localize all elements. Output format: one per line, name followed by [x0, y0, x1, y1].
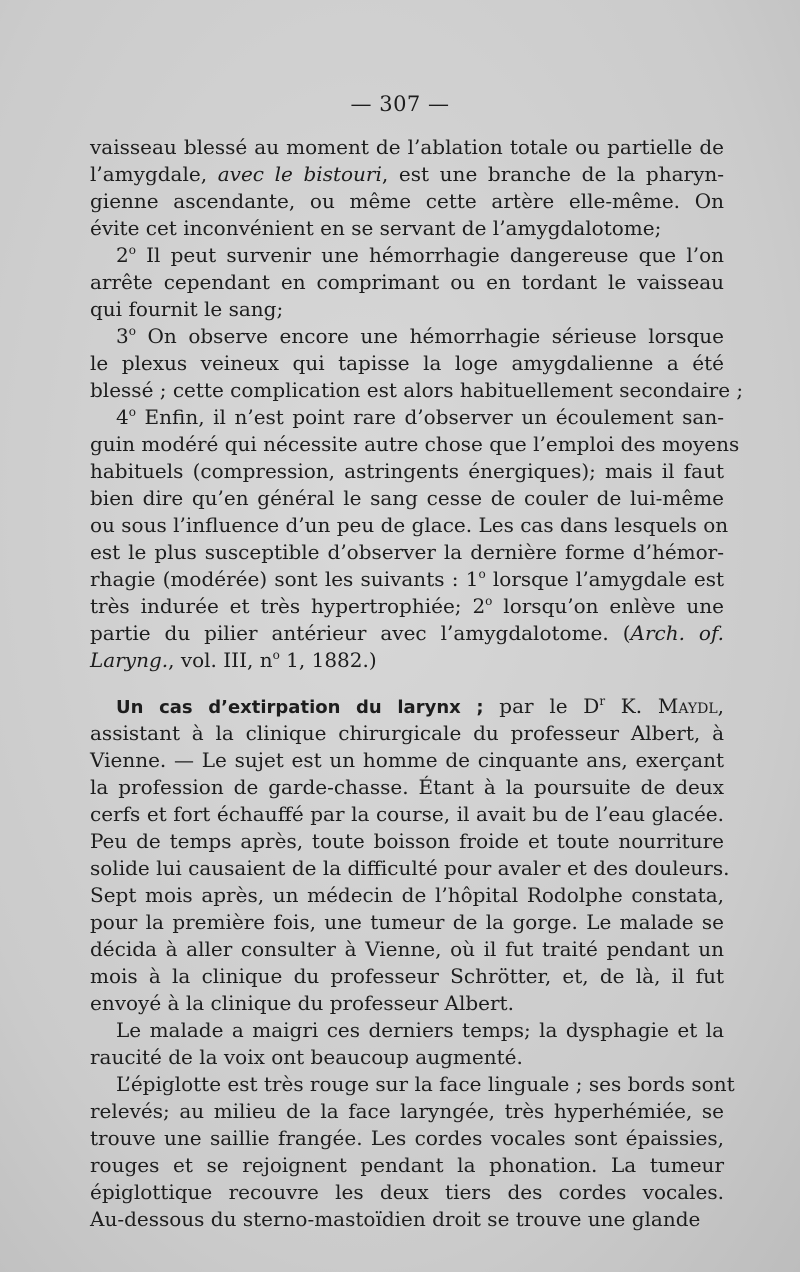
page-number: — 307 — [350, 92, 450, 116]
text-run: gienne ascendante, ou même cette artère elle-même. On [90, 189, 724, 213]
text-line [90, 296, 283, 322]
text-line [90, 215, 661, 241]
text-line [90, 1044, 523, 1070]
text-line [116, 323, 724, 349]
text-run: vaisseau blessé au moment de l’ablation totale ou partielle de [90, 135, 724, 159]
text-line [90, 620, 724, 646]
text-run: l’amygdale, [90, 162, 218, 186]
text-run: L’épiglotte est très rouge sur la face linguale ; ses bords sont [116, 1072, 735, 1096]
text-line [90, 647, 377, 673]
text-run: , est une branche de la pharyn- [381, 162, 725, 186]
text-line [116, 693, 724, 721]
text-line [90, 828, 724, 854]
text-run: o [128, 405, 136, 419]
text-run: raucité de la voix ont beaucoup augmenté. [90, 1045, 523, 1069]
text-line [90, 377, 743, 403]
text-line [90, 269, 724, 295]
text-run: par le D [483, 694, 600, 718]
text-line [90, 431, 740, 457]
text-run: Au-dessous du sterno-mastoïdien droit se trouve une glande [90, 1207, 701, 1231]
text-run: blessé ; cette complication est alors habituellement secondaire ; [90, 378, 744, 402]
text-run: envoyé à la clinique du professeur Albert. [90, 991, 514, 1015]
text-line [90, 350, 724, 376]
text-run: solide lui causaient de la difficulté pour avaler et des douleurs. [90, 856, 730, 880]
text-run: 4 [116, 405, 129, 429]
text-line [90, 1152, 724, 1178]
text-line [90, 882, 724, 908]
text-run: trouve une saillie frangée. Les cordes vocales sont épaissies, [90, 1126, 724, 1150]
text-run: cerfs et fort échauffé par la course, il avait bu de l’eau glacée. [90, 802, 724, 826]
text-run: Il peut survenir une hémorrhagie dangereuse que l’on [135, 243, 724, 267]
text-run: o [128, 324, 136, 338]
text-run: la profession de garde-chasse. Étant à la poursuite de deux [90, 775, 724, 799]
text-run: décida à aller consulter à Vienne, où il fut traité pendant un [90, 937, 724, 961]
text-run: avec le bistouri [217, 162, 382, 186]
text-run: 3 [116, 324, 129, 348]
text-run: Le malade a maigri ces derniers temps; la dysphagie et la [116, 1018, 724, 1042]
text-line [116, 242, 724, 268]
text-line [90, 566, 724, 592]
text-line [90, 1098, 724, 1124]
text-run: Maydl [657, 694, 718, 718]
text-line [116, 1071, 735, 1097]
text-line [90, 188, 724, 214]
text-line [90, 909, 724, 935]
text-line [90, 801, 724, 827]
text-line [90, 720, 724, 746]
text-run: 2 [116, 243, 129, 267]
text-run: qui fournit le sang; [90, 297, 284, 321]
text-run: rhagie (modérée) sont les suivants : 1 [90, 567, 479, 591]
text-run: Sept mois après, un médecin de l’hôpital Rodolphe constata, [90, 883, 724, 907]
text-line [116, 404, 724, 430]
text-run: assistant à la clinique chirurgicale du professeur Albert, à [90, 721, 724, 745]
text-run: habituels (compression, astringents énergiques); mais il faut [90, 459, 724, 483]
text-line [90, 936, 724, 962]
text-line [90, 1206, 700, 1232]
text-run: o [478, 567, 486, 581]
text-run: lorsqu’on enlève une [492, 594, 724, 618]
text-run: mois à la clinique du professeur Schrötter, et, de là, il fut [90, 964, 724, 988]
text-run: , vol. III, n [168, 648, 273, 672]
text-line [90, 512, 729, 538]
text-run: o [272, 648, 280, 662]
text-run: ou sous l’influence d’un peu de glace. Les cas dans lesquels on [90, 513, 729, 537]
text-run: le plexus veineux qui tapisse la loge amygdalienne a été [90, 351, 724, 375]
text-run: évite cet inconvénient en se servant de l’amygdalotome; [90, 216, 662, 240]
text-run: Un cas d’extirpation du larynx ; [116, 697, 484, 718]
text-line [90, 1125, 724, 1151]
text-run: arrête cependant en comprimant ou en tordant le vaisseau [90, 270, 724, 294]
text-line [90, 1179, 724, 1205]
text-run: 1, 1882.) [279, 648, 377, 672]
text-run: Arch. of. [630, 621, 724, 645]
text-run: est le plus susceptible d’observer la dernière forme d’hémor- [90, 540, 724, 564]
text-run: Vienne. — Le sujet est un homme de cinquante ans, exerçant [90, 748, 724, 772]
text-line [90, 539, 724, 565]
text-line [90, 161, 724, 187]
text-line [90, 774, 724, 800]
text-run: r [599, 694, 606, 708]
text-run: relevés; au milieu de la face laryngée, très hyperhémiée, se [90, 1099, 724, 1123]
text-run: o [128, 243, 136, 257]
text-line [90, 963, 724, 989]
text-line [90, 134, 724, 160]
text-run: Peu de temps après, toute boisson froide et toute nourriture [90, 829, 724, 853]
text-line [90, 990, 514, 1016]
text-line [90, 485, 724, 511]
text-run: très indurée et très hypertrophiée; 2 [90, 594, 486, 618]
text-run: guin modéré qui nécessite autre chose que l’emploi des moyens [90, 432, 740, 456]
text-run: On observe encore une hémorrhagie sérieuse lorsque [135, 324, 724, 348]
text-run: o [485, 594, 493, 608]
text-line [116, 1017, 724, 1043]
text-line [90, 747, 724, 773]
text-run: lorsque l’amygdale est [485, 567, 725, 591]
text-run: Enfin, il n’est point rare d’observer un écoulement san- [135, 405, 724, 429]
text-run: partie du pilier antérieur avec l’amygdalotome. ( [90, 621, 631, 645]
text-run: K. [605, 694, 658, 718]
text-run: bien dire qu’en général le sang cesse de couler de lui-même [90, 486, 724, 510]
text-run: , [717, 694, 724, 718]
text-run: Laryng. [90, 648, 169, 672]
text-run: rouges et se rejoignent pendant la phonation. La tumeur [90, 1153, 724, 1177]
text-run: épiglottique recouvre les deux tiers des cordes vocales. [90, 1180, 724, 1204]
text-line [90, 855, 730, 881]
text-line [90, 593, 724, 619]
text-run: pour la première fois, une tumeur de la gorge. Le malade se [90, 910, 724, 934]
text-line [90, 458, 724, 484]
